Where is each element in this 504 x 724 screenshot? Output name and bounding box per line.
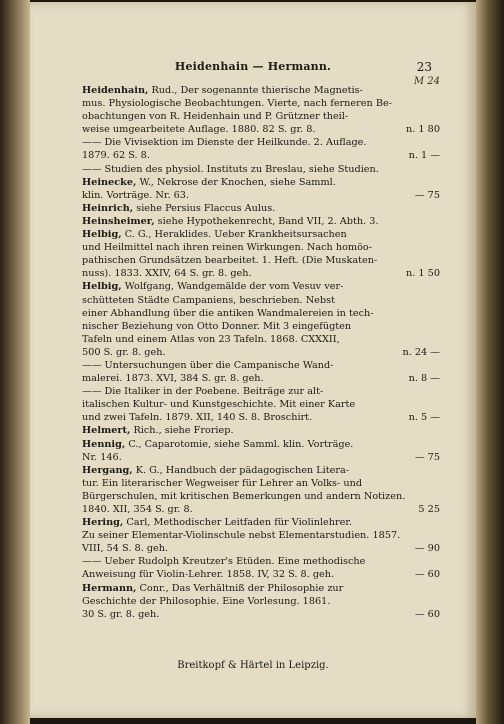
entry-line bbox=[82, 568, 440, 581]
entry-text: Conr., Das Verhältniß der Philosophie zur bbox=[136, 582, 344, 594]
entry-text: malerei. 1873. XVI, 384 S. gr. 8. geh. bbox=[82, 373, 264, 385]
entry-line bbox=[82, 359, 440, 372]
catalog-entry bbox=[82, 424, 440, 437]
entry-text: Tafeln und einem Atlas von 23 Tafeln. 1868. CXXXII, bbox=[82, 333, 340, 345]
entry-line bbox=[82, 582, 440, 595]
entry-line bbox=[82, 215, 440, 228]
entry-line bbox=[82, 294, 440, 307]
entry-line bbox=[82, 267, 440, 280]
catalog-entry bbox=[82, 280, 440, 424]
entry-text: —— Ueber Rudolph Kreutzer's Etüden. Eine methodische bbox=[82, 556, 366, 568]
entry-line bbox=[82, 136, 440, 149]
entry-text: klin. Vorträge. Nr. 63. bbox=[82, 189, 190, 201]
price: n. 5 — bbox=[408, 412, 440, 424]
book-page bbox=[30, 2, 476, 718]
author-name: Heinrich, bbox=[82, 202, 134, 214]
catalog-entry bbox=[82, 84, 440, 176]
entry-line bbox=[82, 202, 440, 215]
entry-text: italischen Kultur- und Kunstgeschichte. Mit einer Karte bbox=[82, 399, 356, 411]
price: 5 25 bbox=[418, 504, 440, 515]
running-title: Heidenhain — Hermann. bbox=[174, 60, 332, 73]
price: — 75 bbox=[414, 189, 440, 201]
entry-text: C. G., Heraklides. Ueber Krankheitsursachen bbox=[121, 229, 347, 241]
entry-line bbox=[82, 477, 440, 490]
catalog-entry bbox=[82, 464, 440, 516]
catalog-entry bbox=[82, 438, 440, 464]
catalog-entry bbox=[82, 202, 440, 215]
entry-text: Bürgerschulen, mit kritischen Bemerkungen und andern Notizen. bbox=[82, 490, 406, 502]
entry-text: —— Untersuchungen über die Campanische Wand- bbox=[82, 359, 334, 371]
entry-text: Rud., Der sogenannte thierische Magnetis- bbox=[148, 85, 363, 96]
entry-line bbox=[82, 333, 440, 346]
price: — 60 bbox=[414, 569, 440, 581]
entry-text: W., Nekrose der Knochen, siehe Samml. bbox=[136, 176, 336, 188]
entry-line bbox=[82, 97, 440, 110]
entry-text: Zu seiner Elementar-Violinschule nebst Elementarstudien. 1857. bbox=[82, 530, 401, 542]
price: — 90 bbox=[414, 543, 440, 555]
entry-text: und Heilmittel nach ihren reinen Wirkungen. Nach homöo- bbox=[82, 242, 373, 254]
entry-line bbox=[82, 110, 440, 123]
entry-line bbox=[82, 398, 440, 411]
handwritten-mark: M 24 bbox=[413, 76, 440, 87]
author-name: Heidenhain, bbox=[82, 85, 149, 96]
entry-line bbox=[82, 307, 440, 320]
author-name: Helmert, bbox=[82, 425, 131, 437]
catalog-entries bbox=[82, 84, 440, 621]
entry-line bbox=[82, 163, 440, 176]
entry-text: Anweisung für Violin-Lehrer. 1858. IV, 32 S. 8. geh. bbox=[82, 569, 335, 581]
publisher-footer: Breitkopf & Härtel in Leipzig. bbox=[177, 660, 329, 671]
entry-line bbox=[82, 595, 440, 608]
entry-line bbox=[82, 503, 440, 516]
entry-line bbox=[82, 542, 440, 555]
entry-text: Carl, Methodischer Leitfaden für Violinlehrer. bbox=[123, 517, 353, 529]
entry-line bbox=[82, 176, 440, 189]
entry-line bbox=[82, 424, 440, 437]
catalog-entry bbox=[82, 582, 440, 621]
author-name: Hennig, bbox=[82, 438, 126, 450]
entry-text: nischer Beziehung von Otto Donner. Mit 3 eingefügten bbox=[82, 320, 352, 332]
page-number: 23 bbox=[416, 60, 432, 74]
price: n. 1 80 bbox=[406, 124, 440, 136]
entry-text: —— Die Italiker in der Poebene. Beiträge zur alt- bbox=[82, 386, 324, 398]
catalog-entry bbox=[82, 176, 440, 202]
entry-text: Geschichte der Philosophie. Eine Vorlesung. 1861. bbox=[82, 595, 331, 607]
author-name: Hermann, bbox=[82, 582, 137, 594]
entry-text: Nr. 146. bbox=[82, 451, 122, 463]
entry-line bbox=[82, 438, 440, 451]
book-gutter bbox=[0, 0, 30, 724]
entry-line bbox=[82, 451, 440, 464]
price: n. 1 — bbox=[408, 150, 440, 162]
entry-line bbox=[82, 490, 440, 503]
entry-line bbox=[82, 84, 440, 97]
entry-line bbox=[82, 608, 440, 621]
author-name: Helbig, bbox=[82, 281, 122, 293]
entry-line bbox=[82, 346, 440, 359]
entry-text: einer Abhandlung über die antiken Wandmalereien in tech- bbox=[82, 307, 374, 319]
entry-text: VIII, 54 S. 8. geh. bbox=[82, 543, 169, 555]
entry-text: Rich., siehe Froriep. bbox=[130, 425, 234, 437]
book-fore-edge bbox=[476, 0, 504, 724]
entry-text: Wolfgang, Wandgemälde der vom Vesuv ver- bbox=[121, 281, 344, 293]
entry-line bbox=[82, 280, 440, 293]
entry-line bbox=[82, 464, 440, 477]
entry-line bbox=[82, 228, 440, 241]
entry-text: 1879. 62 S. 8. bbox=[82, 150, 150, 162]
entry-line bbox=[82, 123, 440, 136]
entry-text: nuss). 1833. XXIV, 64 S. gr. 8. geh. bbox=[82, 268, 252, 280]
catalog-entry bbox=[82, 516, 440, 581]
entry-text: 500 S. gr. 8. geh. bbox=[82, 346, 166, 358]
entry-line bbox=[82, 189, 440, 202]
entry-text: weise umgearbeitete Auflage. 1880. 82 S. gr. 8. bbox=[82, 124, 316, 136]
entry-text: —— Die Vivisektion im Dienste der Heilkunde. 2. Auflage. bbox=[82, 137, 367, 149]
running-header bbox=[30, 60, 476, 76]
entry-text: obachtungen von R. Heidenhain und P. Grützner theil- bbox=[82, 111, 349, 123]
entry-line bbox=[82, 372, 440, 385]
entry-line bbox=[82, 241, 440, 254]
author-name: Heinecke, bbox=[82, 176, 137, 188]
price: n. 24 — bbox=[402, 346, 440, 358]
entry-line bbox=[82, 385, 440, 398]
entry-text: und zwei Tafeln. 1879. XII, 140 S. 8. Broschirt. bbox=[82, 412, 313, 424]
entry-text: 30 S. gr. 8. geh. bbox=[82, 608, 160, 620]
entry-line bbox=[82, 529, 440, 542]
entry-text: tur. Ein literarischer Wegweiser für Lehrer an Volks- und bbox=[82, 477, 363, 489]
entry-text: siehe Hypothekenrecht, Band VII, 2. Abth. 3. bbox=[154, 215, 379, 227]
entry-text: —— Studien des physiol. Instituts zu Breslau, siehe Studien. bbox=[82, 163, 379, 175]
author-name: Hergang, bbox=[82, 464, 133, 476]
entry-text: pathischen Grundsätzen bearbeitet. 1. Heft. (Die Muskaten- bbox=[82, 255, 378, 267]
catalog-entry bbox=[82, 215, 440, 228]
author-name: Helbig, bbox=[82, 229, 122, 241]
catalog-entry bbox=[82, 228, 440, 280]
entry-text: K. G., Handbuch der pädagogischen Litera- bbox=[132, 464, 350, 476]
entry-line bbox=[82, 149, 440, 162]
entry-text: schütteten Städte Campaniens, beschrieben. Nebst bbox=[82, 294, 335, 306]
entry-text: 1840. XII, 354 S. gr. 8. bbox=[82, 504, 193, 515]
price: n. 1 50 bbox=[406, 268, 440, 280]
author-name: Heinsheimer, bbox=[82, 215, 155, 227]
entry-line bbox=[82, 555, 440, 568]
price: — 75 bbox=[414, 451, 440, 463]
entry-text: mus. Physiologische Beobachtungen. Vierte, nach ferneren Be- bbox=[82, 98, 392, 110]
entry-text: C., Caparotomie, siehe Samml. klin. Vorträge. bbox=[125, 438, 354, 450]
entry-line bbox=[82, 516, 440, 529]
price: n. 8 — bbox=[408, 373, 440, 385]
entry-line bbox=[82, 411, 440, 424]
entry-line bbox=[82, 254, 440, 267]
price: — 60 bbox=[414, 608, 440, 620]
entry-line bbox=[82, 320, 440, 333]
author-name: Hering, bbox=[82, 517, 124, 529]
entry-text: siehe Persius Flaccus Aulus. bbox=[133, 202, 276, 214]
